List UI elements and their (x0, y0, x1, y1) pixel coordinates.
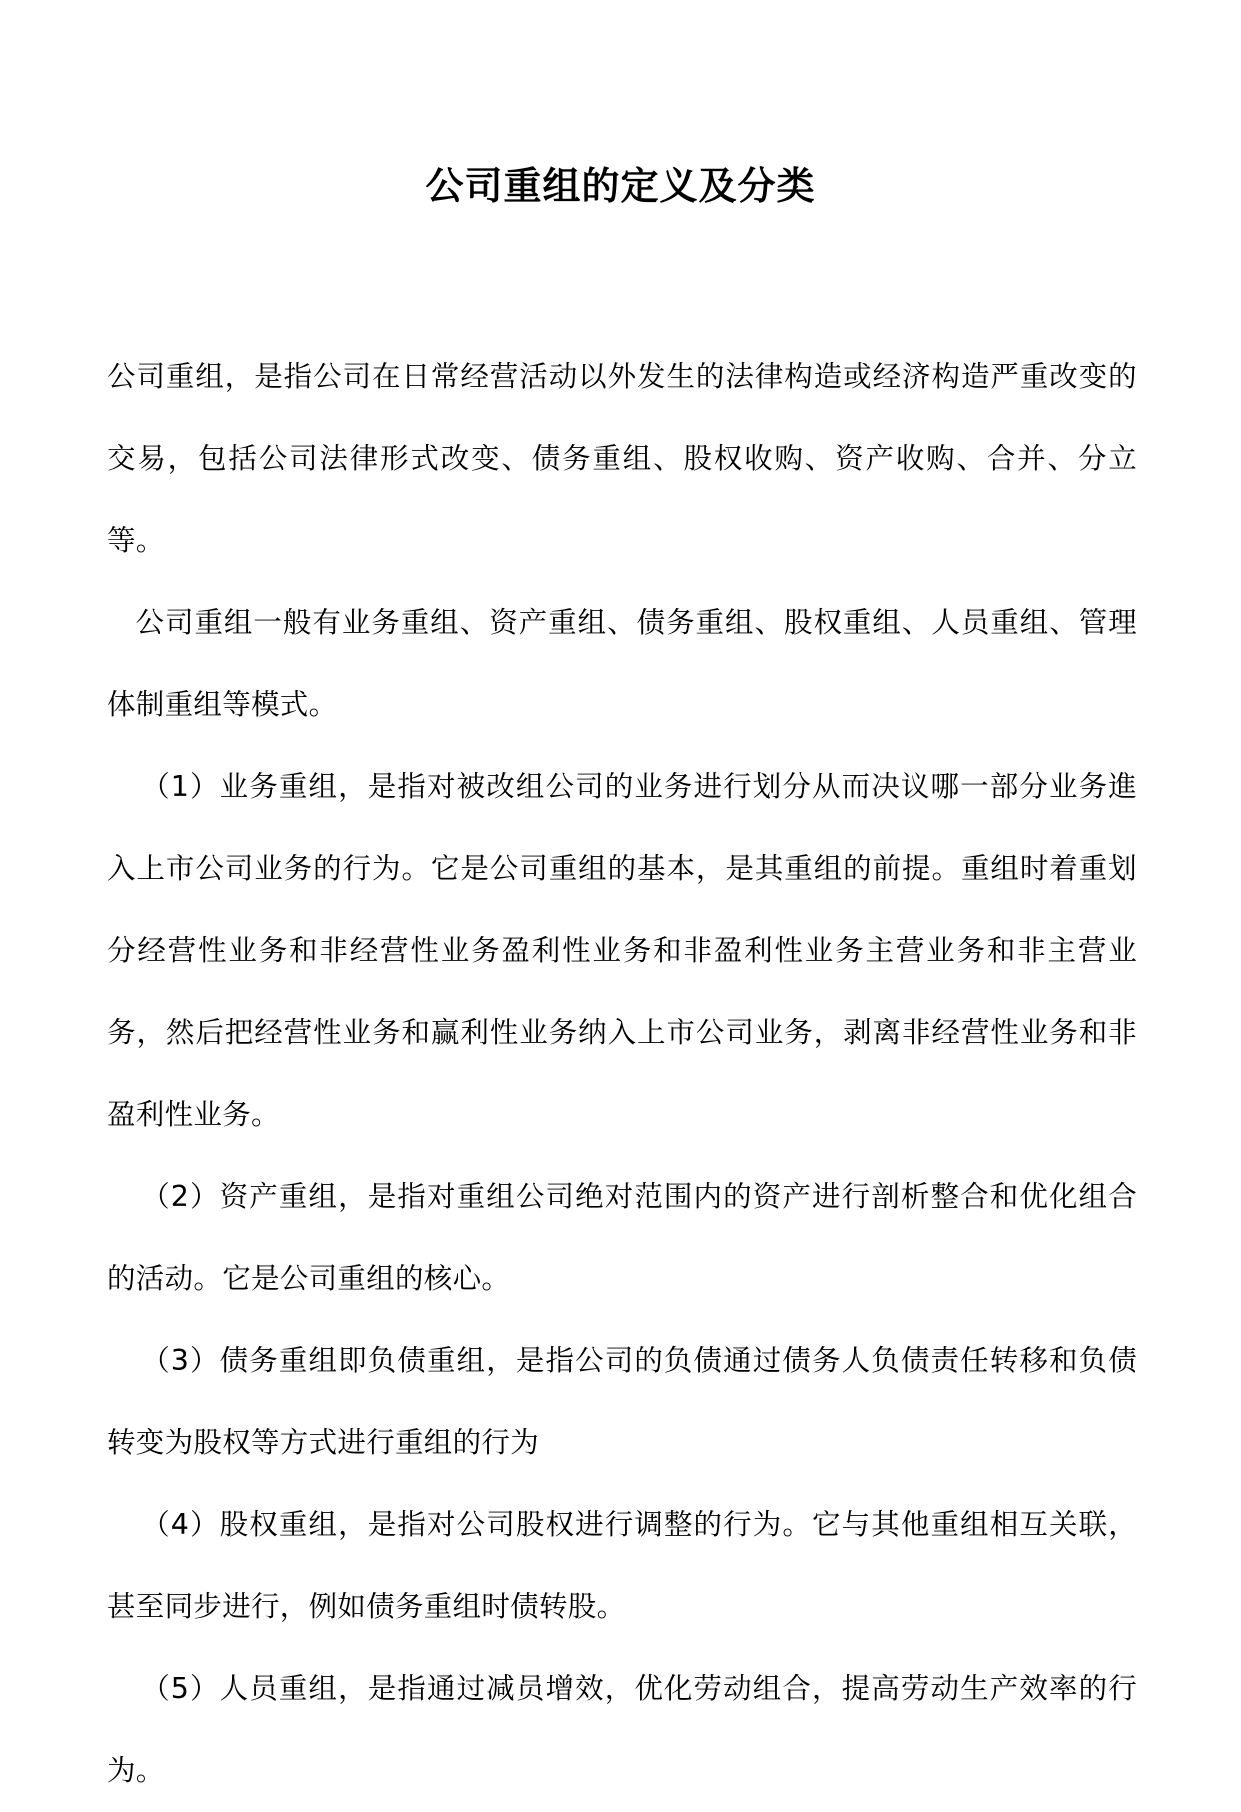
paragraph-debt-restructuring: （3）债务重组即负债重组，是指公司的负债通过债务人负债责任转移和负债转变为股权等方式进行重组的行为 (107, 1344, 1137, 1459)
paragraph-asset-restructuring: （2）资产重组，是指对重组公司绝对范围内的资产进行剖析整合和优化组合的活动。它是公司重组的核心。 (107, 1180, 1137, 1295)
document-title: 公司重组的定义及分类 (425, 164, 816, 208)
paragraph-modes: 公司重组一般有业务重组、资产重组、债务重组、股权重组、人员重组、管理体制重组等模式。 (107, 606, 1137, 721)
paragraph-equity-restructuring: （4）股权重组，是指对公司股权进行调整的行为。它与其他重组相互关联，甚至同步进行，例如债务重组时债转股。 (107, 1508, 1137, 1623)
document-body (107, 336, 1137, 1812)
paragraph-personnel-restructuring: （5）人员重组，是指通过减员增效，优化劳动组合，提高劳动生产效率的行为。 (107, 1672, 1137, 1787)
paragraph-business-restructuring: （1）业务重组，是指对被改组公司的业务进行划分从而决议哪一部分业务進入上市公司业务的行为。它是公司重组的基本，是其重组的前提。重组时着重划分经营性业务和非经营性业务盈利性业务和非盈利性业务主营业务和非主营业务，然后把经营性业务和赢利性业务纳入上市公司业务，剥离非经营性业务和非盈利性业务。 (107, 770, 1137, 1131)
paragraph-definition: 公司重组，是指公司在日常经营活动以外发生的法律构造或经济构造严重改变的交易，包括公司法律形式改变、债务重组、股权收购、资产收购、合并、分立等。 (107, 360, 1137, 557)
